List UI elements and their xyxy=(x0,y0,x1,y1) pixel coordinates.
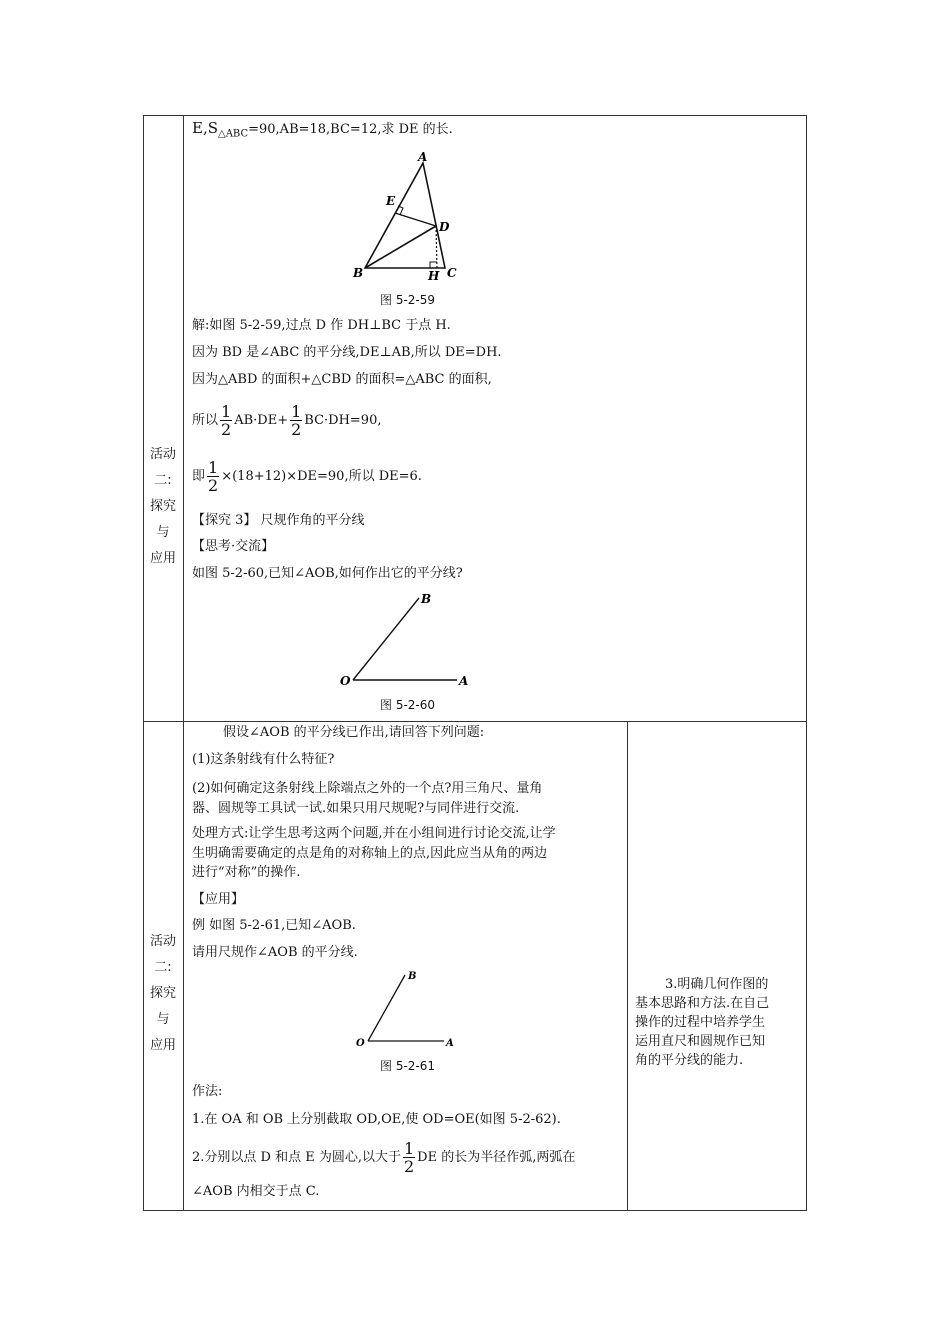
label-b: B xyxy=(421,592,432,606)
note-line: 操作的过程中培养学生 xyxy=(635,1015,766,1030)
assumption-text: 假设∠AOB 的平分线已作出,请回答下列问题: xyxy=(223,725,485,740)
text-segment: 即 xyxy=(192,469,206,484)
label-c: C xyxy=(447,266,457,280)
fraction xyxy=(290,403,302,438)
figure-caption: 图 5-2-59 xyxy=(380,293,436,307)
figure-5-2-60 xyxy=(333,589,483,691)
table-bottom-border xyxy=(143,1210,807,1211)
label-line: 应用 xyxy=(149,551,176,566)
numerator: 1 xyxy=(291,402,302,421)
label-line: 探究 xyxy=(149,986,176,1001)
figure-5-2-61 xyxy=(348,967,468,1051)
step-1: 1.在 OA 和 OB 上分别截取 OD,OE,使 OD=OE(如图 5-2-62). xyxy=(192,1112,561,1127)
step-2-continued: ∠AOB 内相交于点 C. xyxy=(192,1184,320,1199)
segment-de xyxy=(395,213,436,226)
question-2-line-2: 器、圆规等工具试一试.如果只用尺规呢?与同伴进行交流. xyxy=(192,801,520,816)
question-text: 如图 5-2-60,已知∠AOB,如何作出它的平分线? xyxy=(192,566,463,581)
task-text: 请用尺规作∠AOB 的平分线. xyxy=(192,945,358,960)
label-b: B xyxy=(353,266,364,280)
text-segment: BC·DH=90, xyxy=(304,413,382,428)
numerator: 1 xyxy=(403,1139,415,1158)
solution-line-1: 解:如图 5-2-59,过点 D 作 DH⊥BC 于点 H. xyxy=(192,318,451,333)
numerator: 1 xyxy=(221,402,232,421)
label-line: 与 xyxy=(156,1012,170,1027)
method-line-1: 处理方式:让学生思考这两个问题,并在小组间进行讨论交流,让学 xyxy=(192,826,556,841)
text-segment: 2.分别以点 D 和点 E 为圆心,以大于 xyxy=(192,1150,401,1165)
label-a: A xyxy=(459,674,469,688)
denominator: 2 xyxy=(208,476,219,495)
solution-line-3: 因为△ABD 的面积+△CBD 的面积=△ABC 的面积, xyxy=(192,372,492,387)
explore-3-heading: 【探究 3】 尺规作角的平分线 xyxy=(192,513,365,528)
note-column-border xyxy=(627,721,628,1211)
text-segment: ×(18+12)×DE=90,所以 DE=6. xyxy=(221,469,422,484)
note-line: 基本思路和方法.在自己 xyxy=(635,996,770,1011)
label-d: D xyxy=(439,220,450,234)
label-a: A xyxy=(446,1038,454,1049)
label-e: E xyxy=(386,194,396,208)
method-line-3: 进行“对称”的操作. xyxy=(192,865,301,880)
teaching-goal-note xyxy=(635,975,769,1070)
text-segment: DE 的长为半径作弧,两弧在 xyxy=(417,1150,576,1165)
note-line: 3.明确几何作图的 xyxy=(665,977,769,992)
label-line: 探究 xyxy=(149,499,176,514)
fraction xyxy=(403,1140,415,1175)
method-line-2: 生明确需要确定的点是角的对称轴上的点,因此应当从角的两边 xyxy=(192,846,548,861)
text-segment: 所以 xyxy=(192,413,219,428)
question-2-line-1: (2)如何确定这条射线上除端点之外的一个点?用三角尺、量角 xyxy=(192,781,543,796)
text-segment: AB·DE+ xyxy=(234,413,289,428)
question-1: (1)这条射线有什么特征? xyxy=(192,752,335,767)
label-a: A xyxy=(418,150,428,164)
triangle-subscript: △ABC xyxy=(218,128,249,140)
right-angle-h xyxy=(430,262,437,268)
apply-heading: 【应用】 xyxy=(192,892,245,907)
label-line: 活动 xyxy=(149,934,176,949)
table-right-border xyxy=(806,115,807,1211)
solution-line-2: 因为 BD 是∠ABC 的平分线,DE⊥AB,所以 DE=DH. xyxy=(192,345,502,360)
figure-5-2-59 xyxy=(343,149,473,283)
note-line: 角的平分线的能力. xyxy=(635,1053,744,1068)
denominator: 2 xyxy=(291,420,302,439)
problem-prefix: E,S xyxy=(192,119,218,137)
note-line: 运用直尺和圆规作已知 xyxy=(635,1034,766,1049)
problem-statement xyxy=(192,119,453,144)
numerator: 1 xyxy=(208,458,219,477)
row-divider xyxy=(143,721,807,722)
step-2 xyxy=(192,1140,575,1175)
lesson-table xyxy=(143,115,807,1211)
figure-caption: 图 5-2-60 xyxy=(380,698,436,712)
label-line: 应用 xyxy=(149,1038,176,1053)
table-top-border xyxy=(143,115,807,116)
segment-bd xyxy=(365,226,436,268)
label-line: 二: xyxy=(154,473,172,488)
label-o: O xyxy=(340,674,351,688)
label-column-border xyxy=(183,115,184,1211)
denominator: 2 xyxy=(221,420,232,439)
label-h: H xyxy=(428,269,440,283)
activity-label-top xyxy=(143,442,183,572)
think-exchange-heading: 【思考·交流】 xyxy=(192,539,275,554)
label-o: O xyxy=(356,1038,365,1049)
label-line: 活动 xyxy=(149,447,176,462)
ray-ob xyxy=(368,975,405,1041)
ray-ob xyxy=(353,598,419,680)
fraction xyxy=(207,459,219,494)
problem-suffix: =90,AB=18,BC=12,求 DE 的长. xyxy=(248,122,453,137)
solution-line-5 xyxy=(192,459,422,494)
figure-caption: 图 5-2-61 xyxy=(380,1059,436,1073)
activity-label-bottom xyxy=(143,929,183,1059)
fraction xyxy=(220,403,232,438)
label-line: 与 xyxy=(156,525,170,540)
denominator: 2 xyxy=(403,1157,415,1176)
example-text: 例 如图 5-2-61,已知∠AOB. xyxy=(192,918,356,933)
construction-heading: 作法: xyxy=(192,1084,223,1099)
solution-line-4 xyxy=(192,403,381,438)
label-b: B xyxy=(408,971,417,982)
label-line: 二: xyxy=(154,960,172,975)
